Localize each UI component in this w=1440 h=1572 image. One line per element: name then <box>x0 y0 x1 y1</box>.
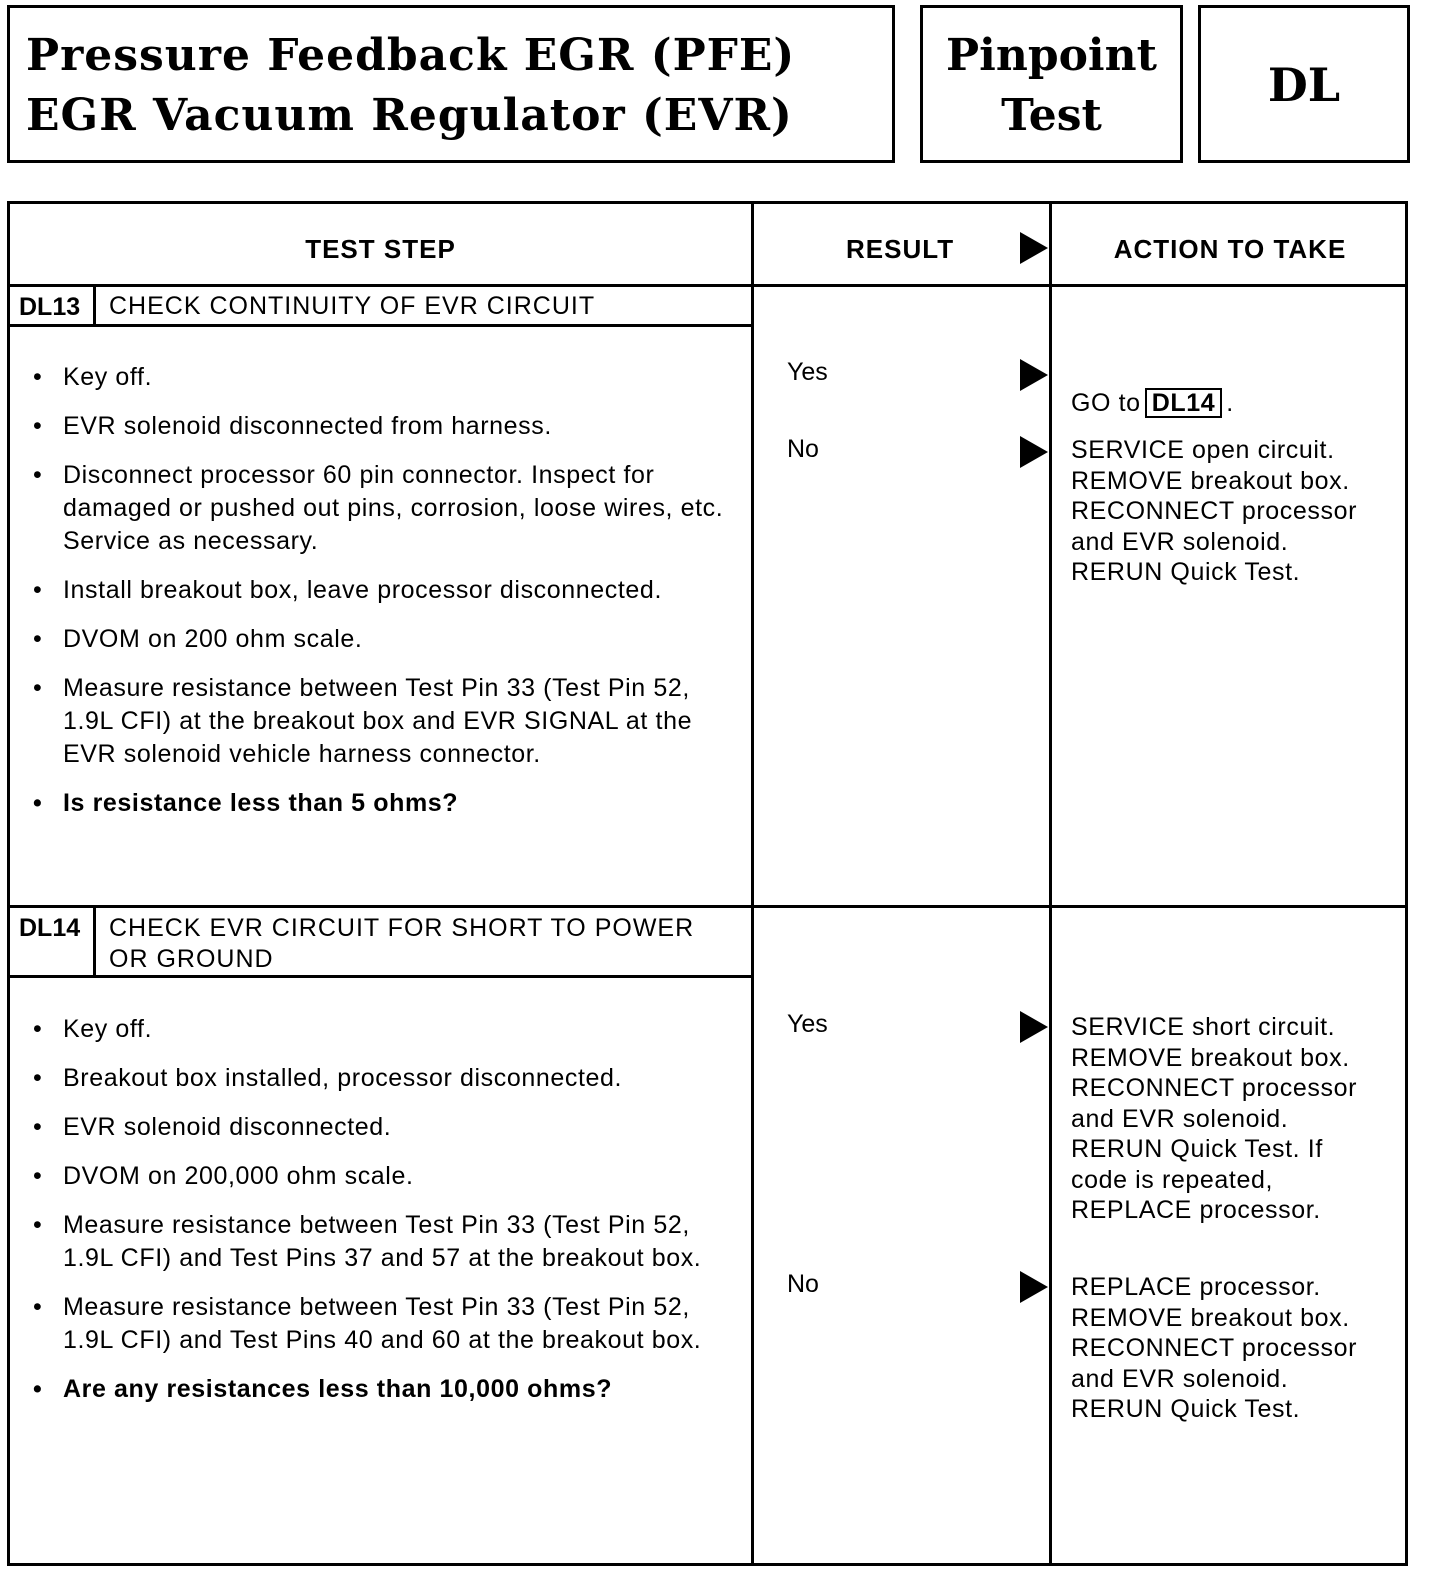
test-code: DL <box>1267 58 1341 112</box>
step-title-line: CHECK EVR CIRCUIT FOR SHORT TO POWER <box>109 914 695 942</box>
step-question: • Is resistance less than 5 ohms? <box>28 787 740 820</box>
action-yes <box>1071 357 1234 418</box>
list-item: • Disconnect processor 60 pin connector. Inspect for damaged or pushed out pins, corrosion, loose wires, etc. Service as necessary. <box>28 459 740 558</box>
title-box <box>7 5 895 163</box>
result-yes: Yes <box>787 1010 828 1038</box>
list-item: • Install breakout box, leave processor disconnected. <box>28 574 740 607</box>
header-result: RESULT <box>846 234 955 264</box>
result-no: No <box>787 1270 819 1298</box>
step-title-dl14 <box>109 913 694 975</box>
list-item: • Breakout box installed, processor disconnected. <box>28 1062 740 1095</box>
test-table <box>7 201 1408 1566</box>
result-arrow-icon <box>1020 1011 1048 1043</box>
goto-step-link[interactable]: DL14 <box>1145 388 1223 418</box>
step-question: • Are any resistances less than 10,000 ohms? <box>28 1373 740 1406</box>
test-code-box <box>1198 5 1410 163</box>
header-divider <box>10 284 1405 287</box>
step-title-underline <box>10 975 751 978</box>
step-code-dl13: DL13 <box>19 293 81 321</box>
list-item: • EVR solenoid disconnected. <box>28 1111 740 1144</box>
list-item: • Key off. <box>28 361 740 394</box>
list-item: • Measure resistance between Test Pin 33 (Test Pin 52, 1.9L CFI) and Test Pins 40 and 60 at the breakout box. <box>28 1291 740 1357</box>
header-test-step: TEST STEP <box>305 234 456 264</box>
action-text: . <box>1226 388 1234 417</box>
result-arrow-icon <box>1020 359 1048 391</box>
list-item: • DVOM on 200 ohm scale. <box>28 623 740 656</box>
pinpoint-test-box <box>920 5 1183 163</box>
pinpoint-line-2: Test <box>1001 90 1102 141</box>
pinpoint-line-1: Pinpoint <box>946 30 1157 81</box>
step-title-dl13: CHECK CONTINUITY OF EVR CIRCUIT <box>109 292 596 320</box>
step-title-underline <box>10 324 751 327</box>
result-arrow-icon <box>1020 1271 1048 1303</box>
list-item: • Measure resistance between Test Pin 33 (Test Pin 52, 1.9L CFI) and Test Pins 37 and 57 at the breakout box. <box>28 1209 740 1275</box>
step-code-divider <box>93 284 96 326</box>
header-action: ACTION TO TAKE <box>1113 234 1347 264</box>
list-item: • EVR solenoid disconnected from harness. <box>28 410 740 443</box>
step-code-divider <box>93 905 96 977</box>
step-dl14-bullets <box>28 1013 740 1422</box>
list-item: • DVOM on 200,000 ohm scale. <box>28 1160 740 1193</box>
result-arrow-icon <box>1020 232 1048 264</box>
step-code-dl14: DL14 <box>19 914 81 942</box>
title-line-2: EGR Vacuum Regulator (EVR) <box>26 90 793 141</box>
list-item: • Measure resistance between Test Pin 33 (Test Pin 52, 1.9L CFI) at the breakout box and EVR SIGNAL at the EVR solenoid vehicle harness connector. <box>28 672 740 771</box>
step-divider <box>10 905 1405 908</box>
action-no: SERVICE open circuit. REMOVE breakout box. RECONNECT processor and EVR solenoid. RERUN Quick Test. <box>1071 436 1357 586</box>
list-item: • Key off. <box>28 1013 740 1046</box>
step-title-line: OR GROUND <box>109 945 274 973</box>
action-yes: SERVICE short circuit. REMOVE breakout box. RECONNECT processor and EVR solenoid. RERUN Quick Test. If code is repeated, REPLACE processor. <box>1071 1013 1357 1224</box>
column-divider-1 <box>751 204 754 1563</box>
result-yes: Yes <box>787 358 828 386</box>
title-line-1: Pressure Feedback EGR (PFE) <box>26 30 796 81</box>
action-no: REPLACE processor. REMOVE breakout box. RECONNECT processor and EVR solenoid. RERUN Quick Test. <box>1071 1273 1357 1423</box>
column-divider-2 <box>1049 204 1052 1563</box>
action-text: GO to <box>1071 388 1141 417</box>
result-arrow-icon <box>1020 436 1048 468</box>
result-no: No <box>787 435 819 463</box>
step-dl13-bullets <box>28 361 740 836</box>
